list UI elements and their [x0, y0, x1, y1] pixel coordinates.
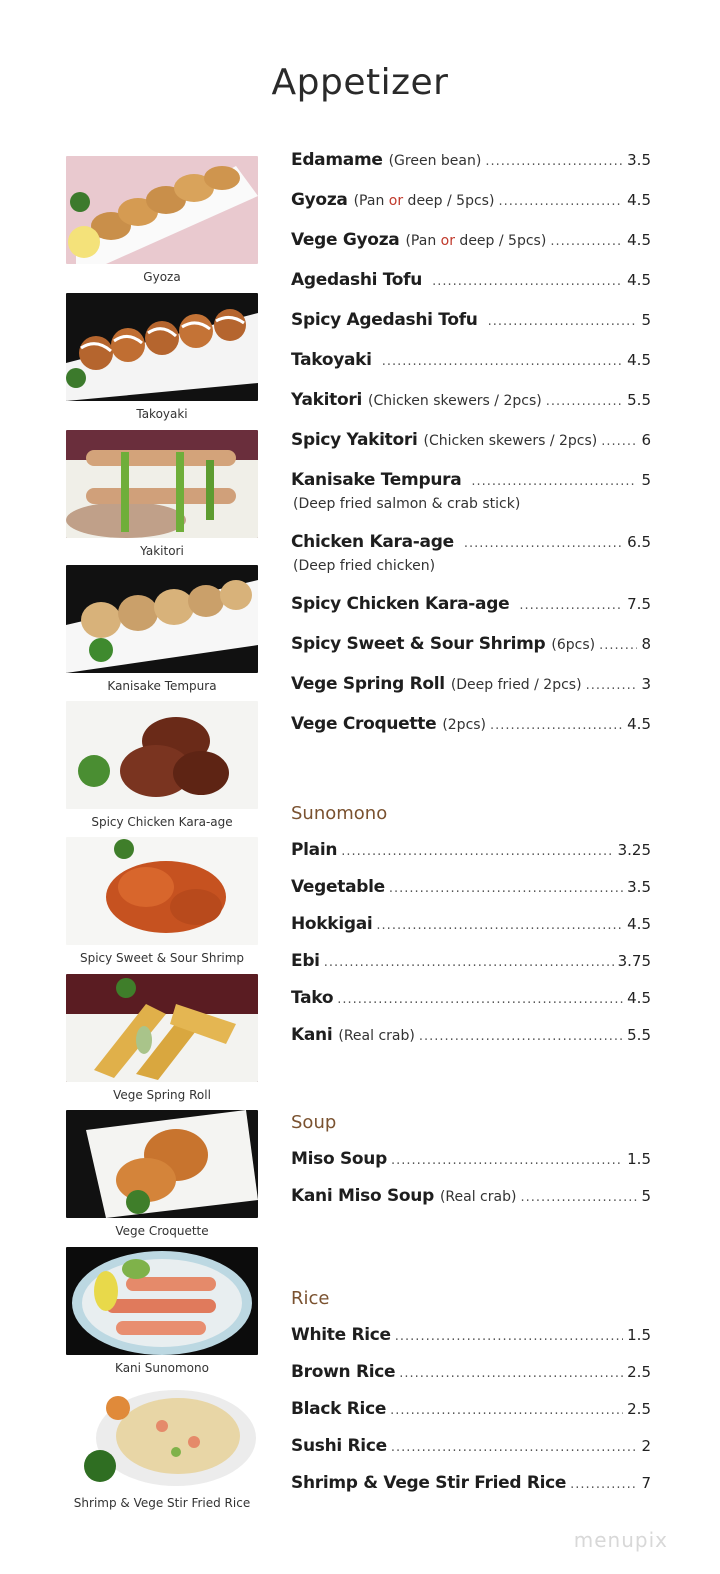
- page-title: Appetizer: [271, 62, 449, 103]
- photo-card-takoyaki: [66, 293, 258, 421]
- dot-leader: [599, 638, 637, 653]
- menu-item: Vegetable ..... 3.5: [291, 877, 651, 901]
- dot-leader: [390, 1403, 623, 1418]
- fried-rice-photo: [66, 1382, 258, 1490]
- price: 4.5: [627, 231, 651, 249]
- menu-item: Kani (Real crab) ..... 5.5: [291, 1025, 651, 1049]
- price: 4.5: [627, 915, 651, 933]
- photo-caption: Spicy Sweet & Sour Shrimp: [79, 951, 245, 965]
- watermark: menupix: [573, 1528, 668, 1552]
- price: 5: [641, 1187, 651, 1205]
- section-heading-soup: Soup: [291, 1112, 337, 1133]
- menu-item: Chicken Kara-age ..... 6.5: [291, 532, 651, 556]
- dot-leader: [520, 1190, 637, 1205]
- photo-caption: Gyoza: [143, 270, 181, 284]
- dot-leader: [376, 918, 623, 933]
- photo-caption: Vege Spring Roll: [113, 1088, 211, 1102]
- price: 8: [641, 635, 651, 653]
- price: 3: [641, 675, 651, 693]
- photo-caption: Kani Sunomono: [115, 1361, 209, 1375]
- dot-leader: [570, 1477, 637, 1492]
- gyoza-photo: [66, 156, 258, 264]
- dot-leader: [550, 234, 623, 249]
- item-description: (Deep fried salmon & crab stick): [293, 496, 521, 512]
- photo-card-karaage: [66, 701, 258, 829]
- tempura-photo: [66, 565, 258, 673]
- photo-caption: Spicy Chicken Kara-age: [91, 815, 233, 829]
- item-description: (Deep fried chicken): [293, 558, 436, 574]
- price: 4.5: [627, 715, 651, 733]
- menu-item: Spicy Chicken Kara-age ..... 7.5: [291, 594, 651, 618]
- price: 3.5: [627, 151, 651, 169]
- section-heading-sunomono: Sunomono: [291, 803, 388, 824]
- menu-item: Sushi Rice ..... 2: [291, 1436, 651, 1460]
- photo-card-tempura: [66, 565, 258, 693]
- dot-leader: [485, 154, 623, 169]
- dot-leader: [391, 1153, 623, 1168]
- price: 3.25: [617, 841, 651, 859]
- dot-leader: [389, 881, 623, 896]
- dot-leader: [601, 434, 637, 449]
- takoyaki-photo: [66, 293, 258, 401]
- photo-caption: Takoyaki: [136, 407, 188, 421]
- photo-card-yakitori: [66, 430, 258, 558]
- dot-leader: [382, 354, 623, 369]
- menu-item: Shrimp & Vege Stir Fried Rice ..... 7: [291, 1473, 651, 1497]
- menu-item: Spicy Agedashi Tofu ..... 5: [291, 310, 651, 334]
- price: 4.5: [627, 191, 651, 209]
- croquette-photo: [66, 1110, 258, 1218]
- photo-caption: Vege Croquette: [115, 1224, 209, 1238]
- yakitori-photo: [66, 430, 258, 538]
- price: 3.75: [617, 952, 651, 970]
- price: 6: [641, 431, 651, 449]
- price: 7: [641, 1474, 651, 1492]
- price: 4.5: [627, 271, 651, 289]
- dot-leader: [391, 1440, 638, 1455]
- dot-leader: [395, 1329, 623, 1344]
- photo-card-gyoza: [66, 156, 258, 284]
- photo-card-croquette: [66, 1110, 258, 1238]
- photo-card-shrimp: [66, 837, 258, 965]
- menu-item: Yakitori (Chicken skewers / 2pcs) ..... 5.5: [291, 390, 651, 414]
- menu-item: Tako ..... 4.5: [291, 988, 651, 1012]
- dot-leader: [546, 394, 623, 409]
- price: 5.5: [627, 1026, 651, 1044]
- photo-card-fried-rice: [66, 1382, 258, 1510]
- photo-caption: Yakitori: [140, 544, 184, 558]
- price: 6.5: [627, 533, 651, 551]
- dot-leader: [586, 678, 638, 693]
- menu-item: Hokkigai ..... 4.5: [291, 914, 651, 938]
- dot-leader: [464, 536, 623, 551]
- price: 7.5: [627, 595, 651, 613]
- dot-leader: [324, 955, 614, 970]
- dot-leader: [519, 598, 623, 613]
- photo-caption: Shrimp & Vege Stir Fried Rice: [73, 1496, 251, 1510]
- shrimp-photo: [66, 837, 258, 945]
- photo-card-spring-roll: [66, 974, 258, 1102]
- price: 3.5: [627, 878, 651, 896]
- price: 2.5: [627, 1363, 651, 1381]
- dot-leader: [419, 1029, 623, 1044]
- dot-leader: [471, 474, 637, 489]
- price: 5: [641, 311, 651, 329]
- menu-item: Vege Gyoza (Pan or deep / 5pcs) ..... 4.5: [291, 230, 651, 254]
- price: 1.5: [627, 1150, 651, 1168]
- dot-leader: [498, 194, 623, 209]
- menu-item: Vege Croquette (2pcs) ..... 4.5: [291, 714, 651, 738]
- menu-item: Ebi ..... 3.75: [291, 951, 651, 975]
- dot-leader: [341, 844, 613, 859]
- dot-leader: [488, 314, 638, 329]
- price: 1.5: [627, 1326, 651, 1344]
- price: 2: [641, 1437, 651, 1455]
- sunomono-photo: [66, 1247, 258, 1355]
- menu-item: Takoyaki ..... 4.5: [291, 350, 651, 374]
- price: 5.5: [627, 391, 651, 409]
- menu-item: Kani Miso Soup (Real crab) ..... 5: [291, 1186, 651, 1210]
- dot-leader: [432, 274, 623, 289]
- menu-item: Spicy Sweet & Sour Shrimp (6pcs) ..... 8: [291, 634, 651, 658]
- menu-item: Plain ..... 3.25: [291, 840, 651, 864]
- menu-item: Black Rice ..... 2.5: [291, 1399, 651, 1423]
- spring-roll-photo: [66, 974, 258, 1082]
- price: 5: [641, 471, 651, 489]
- menu-item: Miso Soup ..... 1.5: [291, 1149, 651, 1173]
- menu-item: White Rice ..... 1.5: [291, 1325, 651, 1349]
- photo-card-sunomono: [66, 1247, 258, 1375]
- menu-item: Vege Spring Roll (Deep fried / 2pcs) ..... 3: [291, 674, 651, 698]
- menu-item: Agedashi Tofu ..... 4.5: [291, 270, 651, 294]
- menu-item: Brown Rice ..... 2.5: [291, 1362, 651, 1386]
- menu-item: Kanisake Tempura ..... 5: [291, 470, 651, 494]
- section-heading-rice: Rice: [291, 1288, 330, 1309]
- karaage-photo: [66, 701, 258, 809]
- menu-item: Edamame (Green bean) ..... 3.5: [291, 150, 651, 174]
- dot-leader: [337, 992, 623, 1007]
- photo-caption: Kanisake Tempura: [107, 679, 217, 693]
- dot-leader: [399, 1366, 623, 1381]
- menu-item: Gyoza (Pan or deep / 5pcs) ..... 4.5: [291, 190, 651, 214]
- price: 2.5: [627, 1400, 651, 1418]
- dot-leader: [490, 718, 623, 733]
- price: 4.5: [627, 989, 651, 1007]
- price: 4.5: [627, 351, 651, 369]
- menu-item: Spicy Yakitori (Chicken skewers / 2pcs) ..... 6: [291, 430, 651, 454]
